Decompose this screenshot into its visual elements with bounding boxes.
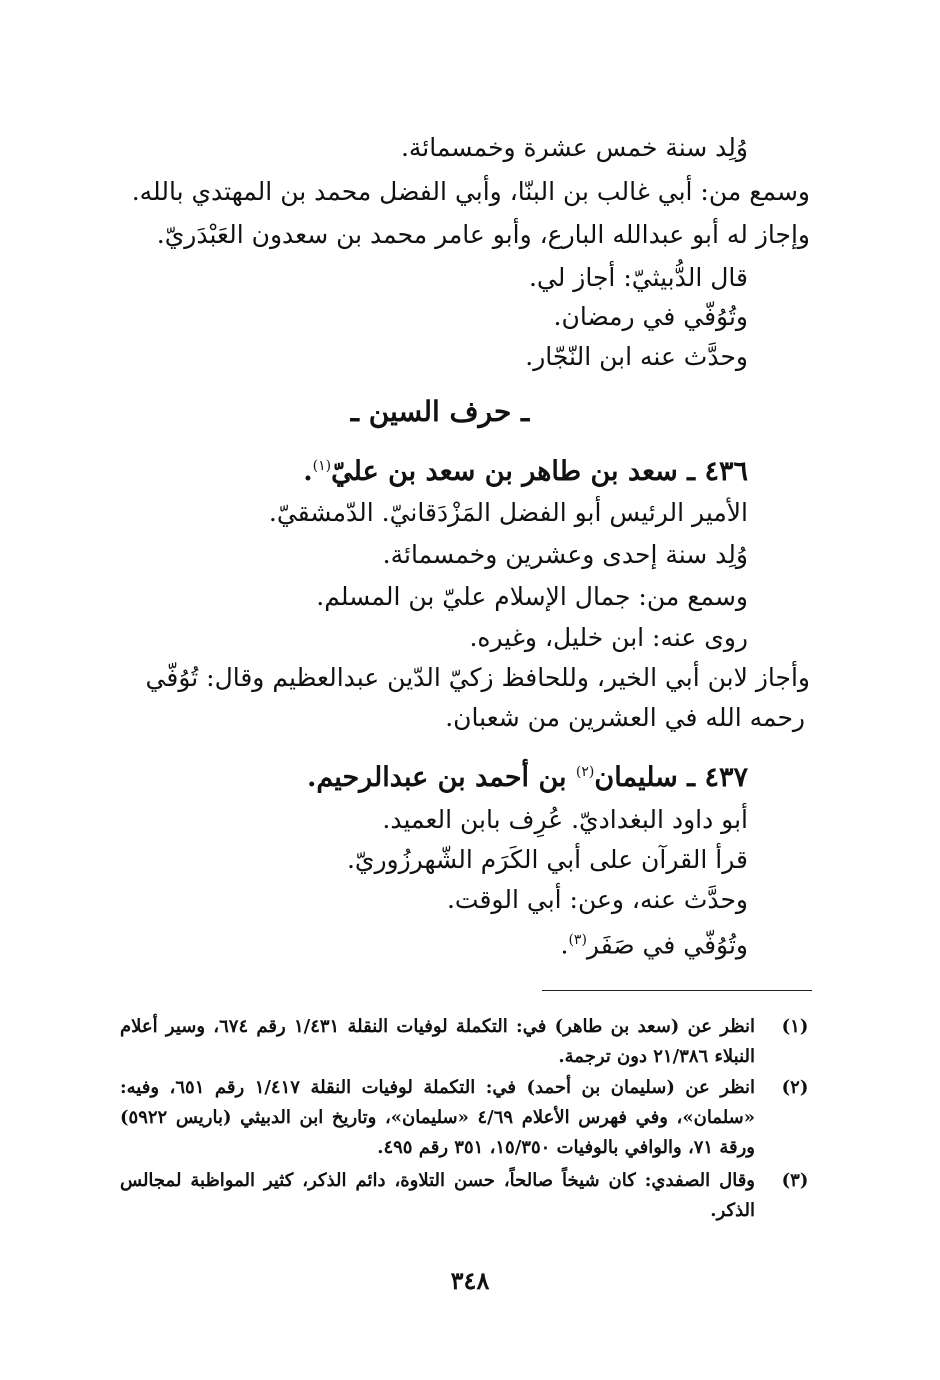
body-line: وأجاز لابن أبي الخير، وللحافظ زكيّ الدّين عبدالعظيم وقال: تُوُفّي bbox=[145, 663, 810, 692]
body-line: وحدَّث عنه، وعن: أبي الوقت. bbox=[446, 885, 748, 914]
footnote-ref: (١) bbox=[312, 458, 332, 474]
body-line bbox=[560, 920, 748, 965]
footnote-number: (٣) bbox=[781, 1170, 809, 1191]
body-text-end: . bbox=[560, 930, 569, 960]
entry-title: ٤٣٦ ـ سعد بن طاهر بن سعد بن عليّ bbox=[331, 456, 748, 487]
footnote-text: انظر عن (سعد بن طاهر) في: التكملة لوفيات النقلة ١/٤٣١ رقم ٦٧٤، وسير أعلام النبلاء ٢١/٣٨٦ دون ترجمة. bbox=[120, 1016, 756, 1067]
body-line: وحدَّث عنه ابن النّجّار. bbox=[525, 342, 748, 371]
footnote-ref: (٣) bbox=[568, 932, 587, 948]
entry-title: ٤٣٧ ـ سليمان bbox=[594, 762, 748, 793]
body-line: الأمير الرئيس أبو الفضل المَزْدَقانيّ. الدّمشقيّ. bbox=[268, 498, 748, 527]
footnote-number: (٢) bbox=[781, 1077, 809, 1098]
body-line: وسمع من: أبي غالب بن البنّا، وأبي الفضل محمد بن المهتدي بالله. bbox=[131, 177, 810, 206]
entry-title-end: . bbox=[303, 456, 313, 487]
body-line: رحمه الله في العشرين من شعبان. bbox=[445, 703, 805, 732]
body-line: قال الدُّبيثيّ: أجاز لي. bbox=[528, 263, 748, 292]
footnote-number: (١) bbox=[781, 1016, 809, 1037]
footnote-text: انظر عن (سليمان بن أحمد) في: التكملة لوفيات النقلة ١/٤١٧ رقم ٦٥١، وفيه: «سلمان»، وفي فهرس الأعلام ٤/٦٩ «سليمان»، وتاريخ ابن الدبيثي (باريس ٥٩٢٢) ورقة ٧١، والوافي بالوفيات ١٥/٣٥٠، ٣٥١ رقم ٤٩٥. bbox=[120, 1077, 756, 1158]
entry-heading bbox=[303, 446, 748, 492]
body-line: قرأ القرآن على أبي الكَرَم الشّهرزُوريّ. bbox=[346, 845, 748, 874]
entry-heading bbox=[307, 752, 748, 798]
body-line: أبو داود البغداديّ. عُرِف بابن العميد. bbox=[382, 805, 748, 834]
body-line: روى عنه: ابن خليل، وغيره. bbox=[469, 623, 748, 652]
footnote-separator bbox=[542, 990, 812, 991]
body-line: وُلِد سنة خمس عشرة وخمسمائة. bbox=[400, 133, 748, 162]
body-line: وُلِد سنة إحدى وعشرين وخمسمائة. bbox=[382, 540, 748, 569]
footnote-text: وقال الصفدي: كان شيخاً صالحاً، حسن التلاوة، دائم الذكر، كثير المواظبة لمجالس الذكر. bbox=[120, 1170, 755, 1221]
entry-title-end: بن أحمد بن عبدالرحيم. bbox=[306, 762, 576, 793]
body-text: وتُوُفّي في صَفَر bbox=[586, 930, 748, 960]
body-line: وتُوُفّي في رمضان. bbox=[553, 302, 748, 331]
body-line: وإجاز له أبو عبدالله البارع، وأبو عامر محمد بن سعدون العَبْدَريّ. bbox=[156, 220, 810, 249]
body-line: وسمع من: جمال الإسلام عليّ بن المسلم. bbox=[316, 582, 748, 611]
page-number: ٣٤٨ bbox=[450, 1266, 490, 1295]
section-heading: ـ حرف السين ـ bbox=[350, 395, 530, 428]
footnote-ref: (٢) bbox=[575, 764, 595, 780]
